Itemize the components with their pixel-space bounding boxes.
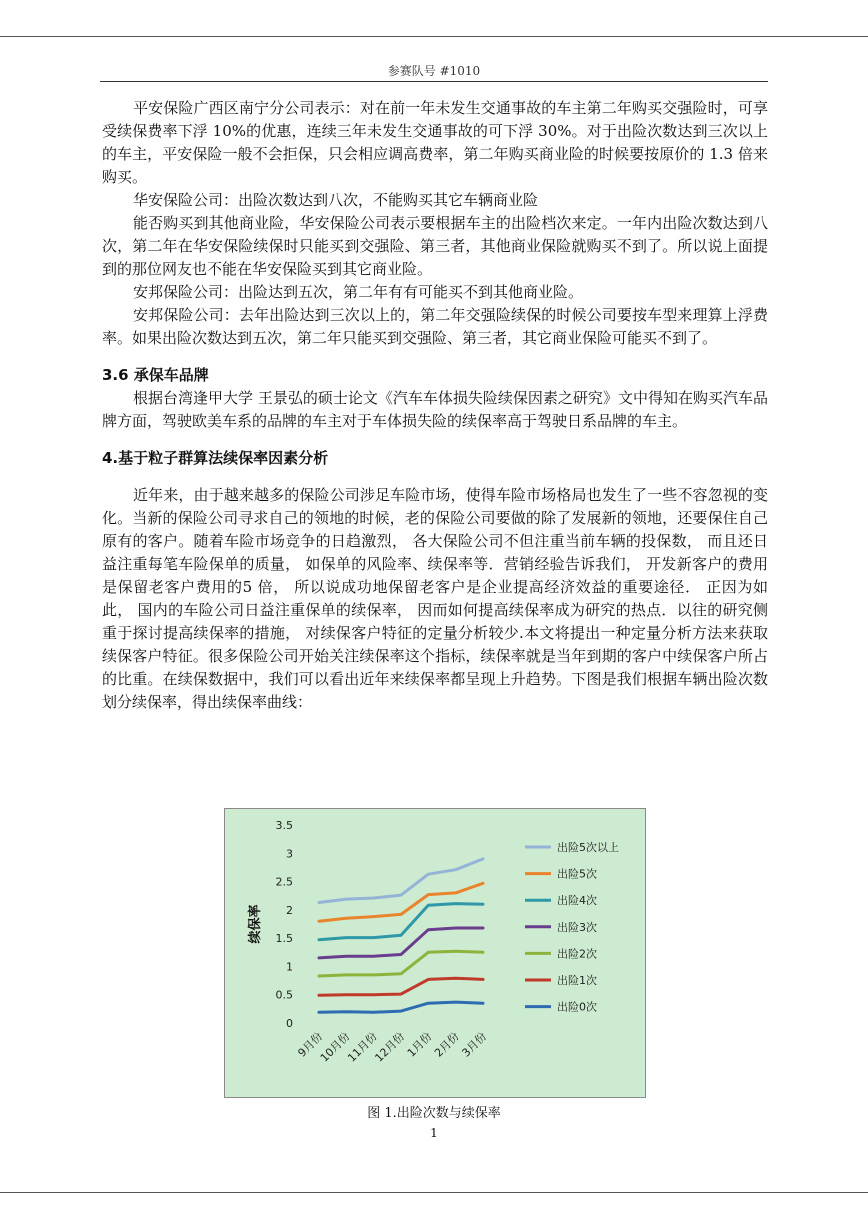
series-line-0 — [319, 859, 483, 903]
section-heading-4: 4.基于粒子群算法续保率因素分析 — [102, 449, 329, 467]
y-tick-label: 2 — [286, 903, 293, 917]
spacer — [102, 350, 768, 364]
x-tick-label: 12月份 — [372, 1029, 408, 1065]
paragraph-brand: 根据台湾逢甲大学 王景弘的硕士论文《汽车车体损失险续保因素之研究》文中得知在购买汽车品牌方面，驾驶欧美车系的品牌的车主对于车体损失险的续保率高于驾驶日系品牌的车主。 — [102, 389, 768, 430]
legend-label-4: 出险2次 — [557, 947, 597, 961]
series-line-6 — [319, 1002, 483, 1012]
x-tick-label: 2月份 — [432, 1029, 462, 1060]
x-tick-label: 10月份 — [317, 1029, 353, 1065]
header-rule — [100, 81, 768, 82]
page-header: 参赛队号 #1010 — [387, 64, 481, 78]
paragraph-huaan: 能否购买到其他商业险，华安保险公司表示要根据车主的出险档次来定。一年内出险次数达到八次，第二年在华安保险续保时只能买到交强险、第三者，其他商业保险就购买不到了。所以说上面提到的那位网友也不能在华安保险买到其它商业险。 — [102, 214, 768, 278]
paragraph-pingan: 平安保险广西区南宁分公司表示：对在前一年未发生交通事故的车主第二年购买交强险时，可享受续保费率下浮 10%的优惠，连续三年未发生交通事故的可下浮 30%。对于出险次数达到三次以上的车主，平安保险一般不会拒保，只会相应调高费率，第二年购买商业险的时候要按原价的 1.3 倍来购买。 — [102, 99, 768, 186]
x-tick-label: 11月份 — [345, 1029, 380, 1065]
y-axis-label: 续保率 — [248, 904, 263, 944]
legend-label-1: 出险5次 — [557, 867, 597, 881]
y-tick-label: 0 — [286, 1017, 293, 1030]
section-heading-3-6: 3.6 承保车品牌 — [102, 366, 209, 384]
y-tick-label: 0.5 — [275, 988, 293, 1002]
top-rule — [0, 36, 868, 37]
retention-chart — [224, 808, 646, 1098]
x-tick-label: 1月份 — [404, 1029, 435, 1060]
legend-label-6: 出险0次 — [557, 1000, 597, 1014]
spacer — [102, 470, 768, 484]
x-tick-label: 9月份 — [295, 1029, 326, 1060]
page-body — [102, 97, 768, 714]
y-tick-label: 3.5 — [275, 819, 293, 832]
legend-label-2: 出险4次 — [557, 894, 597, 908]
page-number: 1 — [430, 1126, 438, 1140]
y-tick-label: 3 — [286, 847, 293, 861]
bottom-rule — [0, 1192, 868, 1193]
paragraph-pso: 近年来，由于越来越多的保险公司涉足车险市场，使得车险市场格局也发生了一些不容忽视的变化。当新的保险公司寻求自己的领地的时候，老的保险公司要做的除了发展新的领地，还要保住自己原有的客户。随着车险市场竞争的日趋激烈， 各大保险公司不但注重当前车辆的投保数， 而且还日益注重每笔车险保单的质量， 如保单的风险率、续保率等．营销经验告诉我们， 开发新客户的费用是保留老客户费用的5 倍， 所以说成功地保留老客户是企业提高经济效益的重要途径． 正因为如此， 国内的车险公司日益注重保单的续保率， 因而如何提高续保率成为研究的热点．以往的研究侧重于探讨提高续保率的措施， 对续保客户特征的定量分析较少.本文将提出一种定量分析方法来获取续保客户特征。很多保险公司开始关注续保率这个指标，续保率就是当年到期的客户中续保客户所占的比重。在续保数据中，我们可以看出近年来续保率都呈现上升趋势。下图是我们根据车辆出险次数划分续保率，得出续保率曲线： — [102, 486, 768, 711]
figure-caption: 图 1.出险次数与续保率 — [367, 1106, 501, 1121]
paragraph-anbang-1: 安邦保险公司：出险达到五次，第二年有有可能买不到其他商业险。 — [133, 283, 584, 301]
y-tick-label: 1 — [286, 960, 293, 974]
series-line-5 — [319, 978, 483, 995]
y-tick-label: 2.5 — [275, 875, 293, 889]
legend-label-3: 出险3次 — [557, 920, 597, 934]
paragraph-anbang-2: 安邦保险公司：去年出险达到三次以上的，第二年交强险续保的时候公司要按车型来理算上浮费率。如果出险次数达到五次，第二年只能买到交强险、第三者，其它商业保险可能买不到了。 — [102, 306, 768, 347]
y-tick-label: 1.5 — [275, 932, 293, 946]
paragraph-huaan-title: 华安保险公司：出险次数达到八次，不能购买其它车辆商业险 — [133, 191, 539, 209]
x-tick-label: 3月份 — [459, 1029, 490, 1060]
legend-label-5: 出险1次 — [557, 974, 597, 987]
retention-chart-svg — [225, 809, 645, 1097]
spacer — [102, 433, 768, 447]
series-line-3 — [319, 928, 483, 958]
series-line-2 — [319, 904, 483, 940]
legend-label-0: 出险5次以上 — [557, 841, 619, 854]
